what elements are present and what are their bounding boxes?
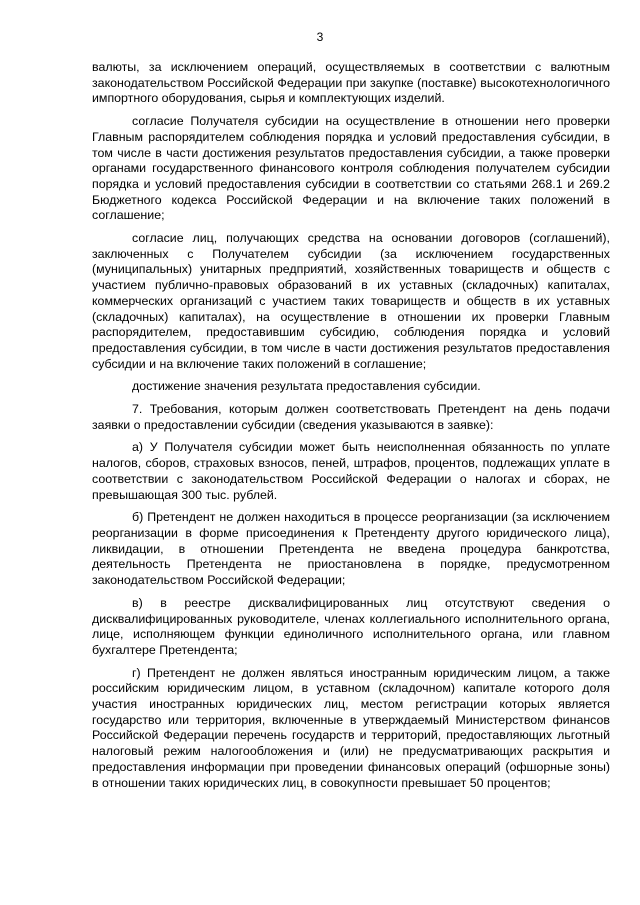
paragraph-item-g: г) Претендент не должен являться иностранным юридическим лицом, а также российским юридическим лицом, в уставном (складочном) капитале которого доля участия иностранных юридических лиц, местом регистрации которых является государство или территория, включенные в утверждаемый Министерством финансов Российской Федерации перечень государств и территорий, предоставляющих льготный налоговый режим налогообложения и (или) не предусматривающих раскрытия и предоставления информации при проведении финансовых операций (офшорные зоны) в отношении таких юридических лиц, в совокупности превышает 50 процентов;: [92, 665, 610, 790]
paragraph-result-achievement: достижение значения результата предоставления субсидии.: [132, 379, 481, 394]
page-number: 3: [316, 30, 324, 44]
paragraph-section-7: 7. Требования, которым должен соответствовать Претендент на день подачи заявки о предоставлении субсидии (сведения указываются в заявке):: [92, 402, 610, 432]
paragraph-recipient-consent: согласие Получателя субсидии на осуществление в отношении него проверки Главным распорядителем соблюдения порядка и условий предоставления субсидии, в том числе в части достижения результатов предоставления субсидии, а также проверки органами государственного финансового контроля соблюдения получателем субсидии порядка и условий предоставления субсидии в соответствии со статьями 268.1 и 269.2 Бюджетного кодекса Российской Федерации и на включение таких положений в соглашение;: [92, 114, 610, 223]
paragraph-item-v: в) в реестре дисквалифицированных лиц отсутствуют сведения о дисквалифицированных руководителе, членах коллегиального исполнительного органа, лице, исполняющем функции единоличного исполнительного органа, или главном бухгалтере Претендента;: [92, 595, 610, 657]
paragraph-item-a: а) У Получателя субсидии может быть неисполненная обязанность по уплате налогов, сборов, страховых взносов, пеней, штрафов, процентов, подлежащих уплате в соответствии с законодательством Российской Федерации о налогах и сборах, не превышающая 300 тыс. рублей.: [92, 440, 610, 502]
document-body: [92, 60, 610, 791]
paragraph-currency-operations: валюты, за исключением операций, осуществляемых в соответствии с валютным законодательством Российской Федерации при закупке (поставке) высокотехнологичного импортного оборудования, сырья и комплектующих изделий.: [92, 60, 610, 106]
paragraph-third-party-consent: согласие лиц, получающих средства на основании договоров (соглашений), заключенных с Получателем субсидии (за исключением государственных (муниципальных) унитарных предприятий, хозяйственных товариществ и обществ с участием публично-правовых образований в их уставных (складочных) капиталах, коммерческих организаций с участием таких товариществ и обществ в их уставных (складочных) капиталах), на осуществление в отношении их проверки Главным распорядителем, предоставившим субсидию, соблюдения порядка и условий предоставления субсидии, в том числе в части достижения результатов предоставления субсидии и на включение таких положений в соглашение;: [92, 231, 610, 371]
paragraph-item-b: б) Претендент не должен находиться в процессе реорганизации (за исключением реорганизации в форме присоединения к Претенденту другого юридического лица), ликвидации, в отношении Претендента не введена процедура банкротства, деятельность Претендента не приостановлена в порядке, предусмотренном законодательством Российской Федерации;: [92, 510, 610, 588]
